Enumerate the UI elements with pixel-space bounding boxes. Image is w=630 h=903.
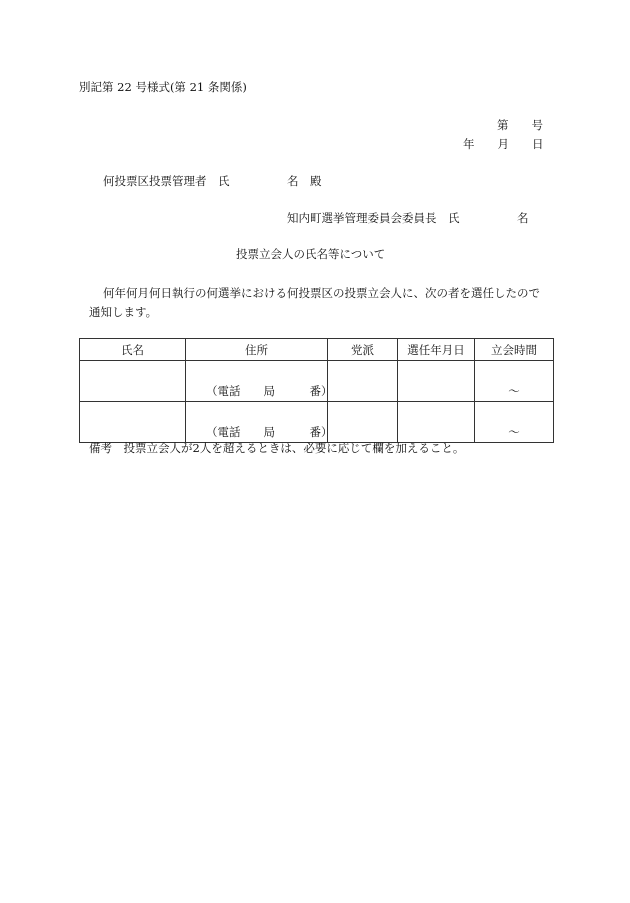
- document-number: 第 号: [497, 118, 543, 132]
- form-number: 別記第 22 号様式(第 21 条関係): [79, 80, 247, 94]
- header-appointment-date: 選任年月日: [398, 339, 475, 361]
- cell-name: [80, 402, 186, 443]
- table-row: [80, 402, 554, 443]
- addressee: 何投票区投票管理者 氏 名 殿: [103, 174, 322, 188]
- cell-address: （電話 局 番）: [186, 402, 328, 443]
- remarks-note: 備考 投票立会人が2人を超えるときは、必要に応じて欄を加えること。: [89, 441, 465, 455]
- cell-attendance-time: ～: [475, 402, 554, 443]
- cell-name: [80, 361, 186, 402]
- document-date: 年 月 日: [463, 137, 544, 151]
- header-name: 氏名: [80, 339, 186, 361]
- cell-attendance-time: ～: [475, 361, 554, 402]
- body-line-2: 通知します。: [89, 305, 158, 319]
- cell-party: [328, 402, 398, 443]
- cell-party: [328, 361, 398, 402]
- header-party: 党派: [328, 339, 398, 361]
- cell-appointment-date: [398, 361, 475, 402]
- header-address: 住所: [186, 339, 328, 361]
- cell-address: （電話 局 番）: [186, 361, 328, 402]
- body-line-1: 何年何月何日執行の何選挙における何投票区の投票立会人に、次の者を選任したので: [103, 286, 540, 300]
- table-header-row: [80, 339, 554, 361]
- cell-appointment-date: [398, 402, 475, 443]
- table-row: [80, 361, 554, 402]
- subject-title: 投票立会人の氏名等について: [236, 247, 386, 261]
- header-attendance-time: 立会時間: [475, 339, 554, 361]
- witness-table: [79, 338, 554, 443]
- sender: 知内町選挙管理委員会委員長 氏 名: [287, 211, 529, 225]
